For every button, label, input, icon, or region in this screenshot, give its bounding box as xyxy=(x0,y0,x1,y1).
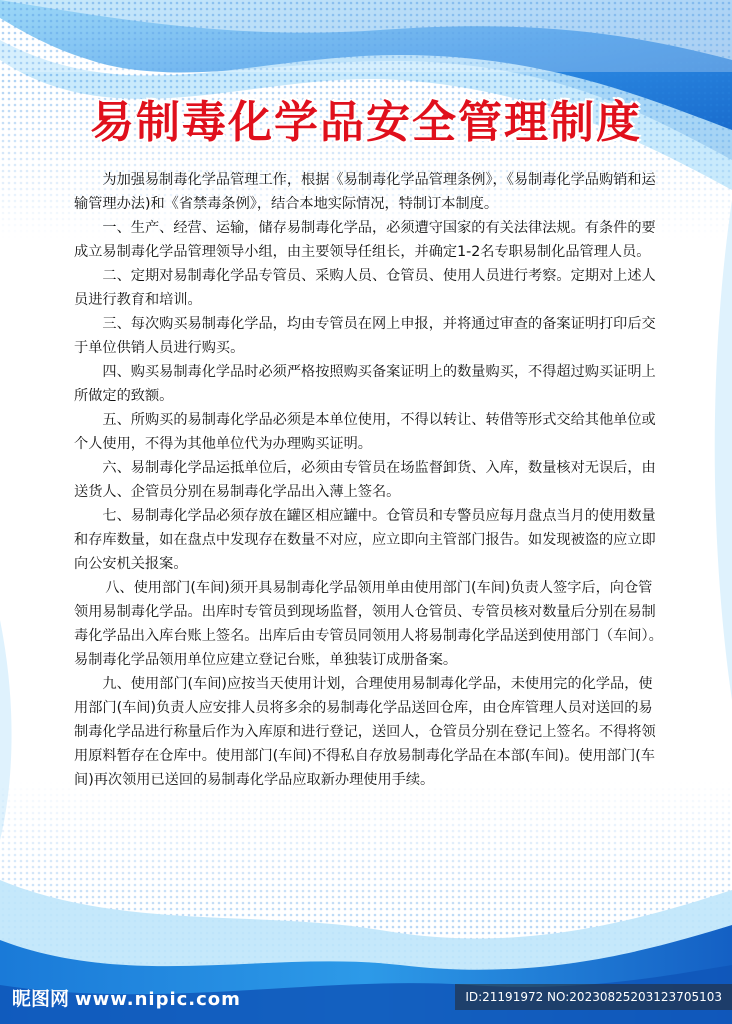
clause-6: 六、易制毒化学品运抵单位后，必须由专管员在场监督卸货、入库，数量核对无误后，由送货人、企管员分别在易制毒化学品出入薄上签名。 xyxy=(74,460,656,500)
regulation-body xyxy=(74,168,664,792)
clause-8: 八、使用部门(车间)须开具易制毒化学品领用单由使用部门(车间)负责人签字后，向仓管领用易制毒化学品。出库时专管员到现场监督，领用人仓管员、专管员核对数量后分别在易制毒化学品出入库台账上签名。出库后由专管员同领用人将易制毒化学品送到使用部门（车间）。易制毒化学品领用单位应建立登记台账，单独装订成册备案。 xyxy=(74,580,663,668)
watermark-url: www.nipic.com xyxy=(75,989,241,1010)
poster-title: 易制毒化学品安全管理制度 xyxy=(90,97,642,148)
clause-5: 五、所购买的易制毒化学品必须是本单位使用，不得以转让、转借等形式交给其他单位或个人使用，不得为其他单位代为办理购买证明。 xyxy=(74,412,656,452)
clause-1: 一、生产、经营、运输，储存易制毒化学品，必须遭守国家的有关法律法规。有条件的要成立易制毒化学品管理领导小组，由主要领导任组长，并确定1-2名专职易制化品管理人员。 xyxy=(74,220,656,260)
clause-9: 九、使用部门(车间)应按当天使用计划，合理使用易制毒化学品，未使用完的化学品，使用部门(车间)负责人应安排人员将多余的易制毒化学品送回仓库，由仓库管理人员对送回的易制毒化学品进行称量后作为入库原和进行登记，送回人，仓管员分别在登记上签名。不得将领用原料暂存在仓库中。使用部门(车间)不得私自存放易制毒化学品在本部(车间)。使用部门(车间)再次领用已送回的易制毒化学品应取新办理使用手续。 xyxy=(74,676,656,788)
watermark-logo xyxy=(12,984,241,1011)
clause-3: 三、每次购买易制毒化学品，均由专管员在网上申报，并将通过审查的备案证明打印后交于单位供销人员进行购买。 xyxy=(74,316,656,356)
watermark-logo-text: 昵图网 xyxy=(12,988,70,1010)
clause-7: 七、易制毒化学品必须存放在罐区相应罐中。仓管员和专警员应每月盘点当月的使用数量和存库数量，如在盘点中发现存在数量不对应，应立即向主管部门报告。如发现被盗的应立即向公安机关报案。 xyxy=(74,508,656,572)
watermark-id: ID:21191972 NO:20230825203123705103 xyxy=(455,984,732,1010)
clause-2: 二、定期对易制毒化学品专管员、采购人员、仓管员、使用人员进行考察。定期对上述人员进行教育和培训。 xyxy=(74,268,656,308)
clause-4: 四、购买易制毒化学品时必须严格按照购买备案证明上的数量购买，不得超过购买证明上所做定的致额。 xyxy=(74,364,656,404)
intro-paragraph: 为加强易制毒化学品管理工作，根据《易制毒化学品管理条例》，《易制毒化学品购销和运输管理办法)和《省禁毒条例》，结合本地实际情况，特制订本制度。 xyxy=(74,172,656,212)
